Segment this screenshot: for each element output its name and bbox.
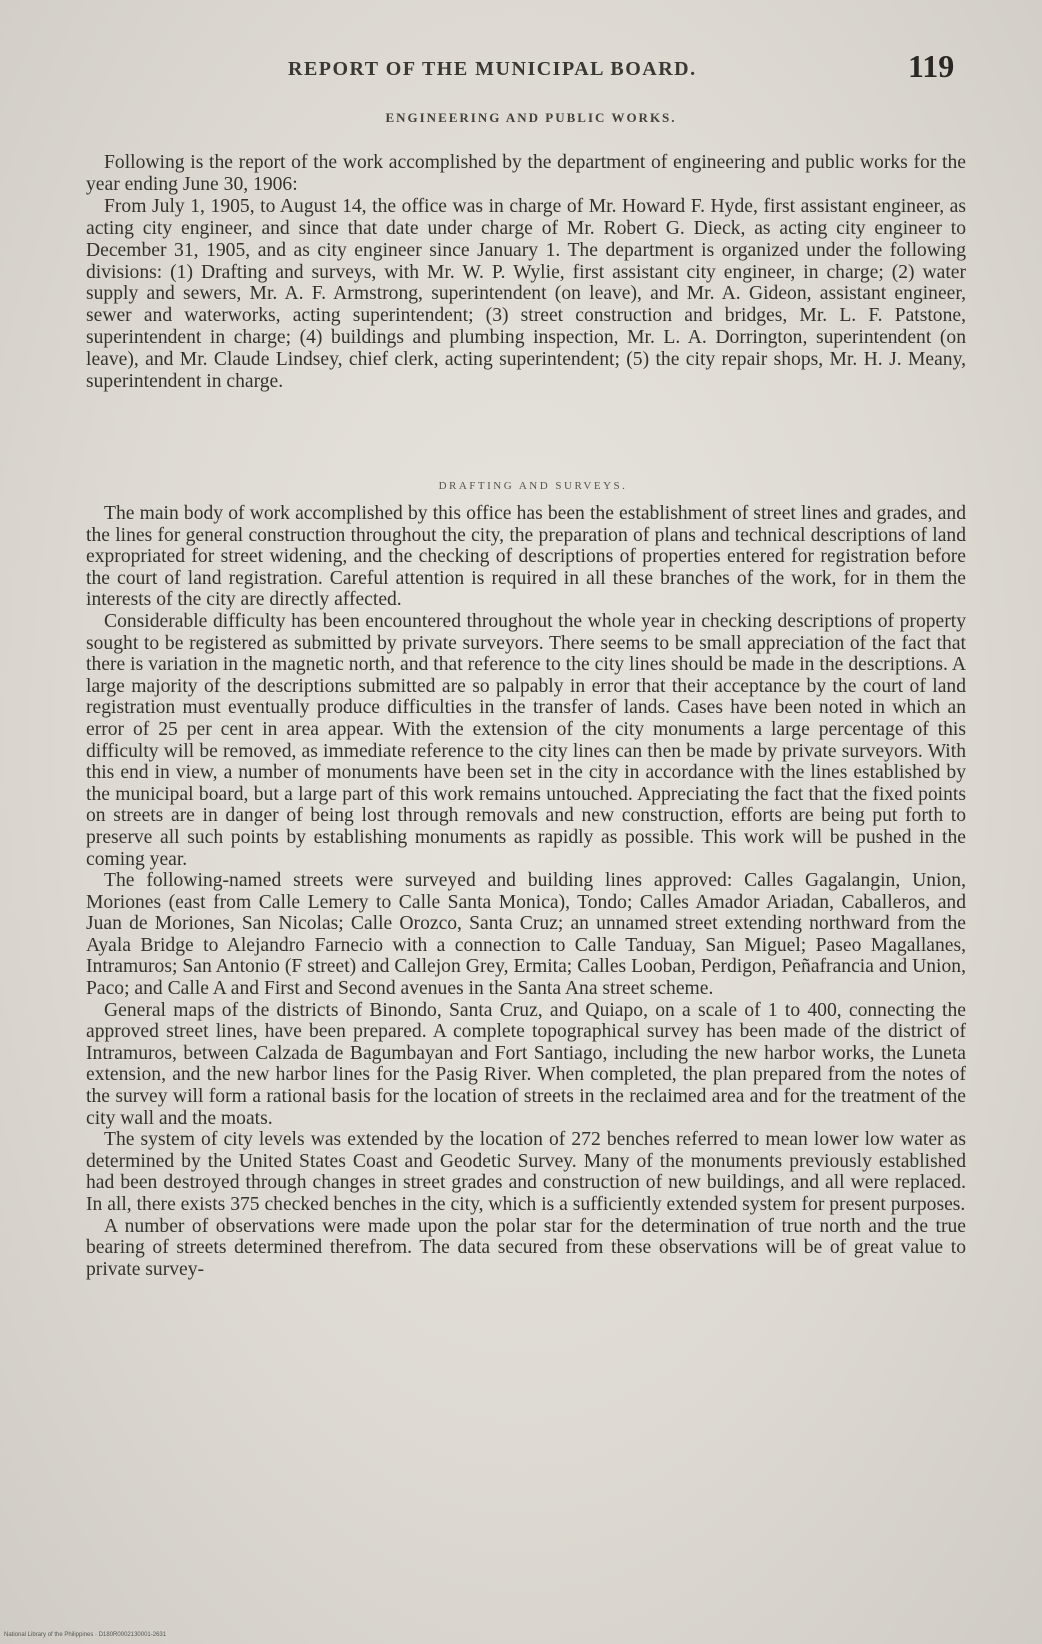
section-title: ENGINEERING AND PUBLIC WORKS. <box>385 110 677 125</box>
scan-footer: National Library of the Philippines · D180R0002130001-2631 <box>4 1632 167 1638</box>
intro-paragraph: From July 1, 1905, to August 14, the office was in charge of Mr. Howard F. Hyde, first assistant engineer, as acting city engineer, and since that date under charge of Mr. Robert G. Dieck, as acting city engineer to December 31, 1905, and as city engineer since January 1. The department is organized under the following divisions: (1) Drafting and surveys, with Mr. W. P. Wylie, first assistant city engineer, in charge; (2) water supply and sewers, Mr. A. F. Armstrong, superintendent (on leave), and Mr. A. Gideon, assistant engineer, sewer and waterworks, acting superintendent; (3) street construction and bridges, Mr. L. F. Patstone, superintendent in charge; (4) buildings and plumbing inspection, Mr. L. A. Dorrington, superintendent (on leave), and Mr. Claude Lindsey, chief clerk, acting superintendent; (5) the city repair shops, Mr. H. J. Meany, superintendent in charge. <box>86 195 966 393</box>
body-paragraph: A number of observations were made upon the polar star for the determination of true north and the true bearing of streets determined therefrom. The data secured from these observations will be of great value to private survey- <box>86 1215 966 1280</box>
body-paragraph: The system of city levels was extended by the location of 272 benches referred to mean lower low water as determined by the United States Coast and Geodetic Survey. Many of the monuments previously established had been destroyed through changes in street grades and construction of new buildings, and all were replaced. In all, there exists 375 checked benches in the city, which is a sufficiently extended system for present purposes. <box>86 1129 966 1215</box>
subsection-title: DRAFTING AND SURVEYS. <box>438 480 628 492</box>
body-paragraph: Considerable difficulty has been encountered throughout the whole year in checking descriptions of property sought to be registered as submitted by private surveyors. There seems to be small appreciation of the fact that there is variation in the magnetic north, and that reference to the city lines should be made in the descriptions. A large majority of the descriptions submitted are so palpably in error that their acceptance by the court of land registration must eventually produce difficulties in the transfer of lands. Cases have been noted in which an error of 25 per cent in area appear. With the extension of the city monuments a large percentage of this difficulty will be removed, as immediate reference to the city lines can then be made by private surveyors. With this end in view, a number of monuments have been set in the city in accordance with the lines established by the municipal board, but a large part of this work remains untouched. Appreciating the fact that the fixed points on streets are in danger of being lost through removals and new construction, efforts are being put forth to preserve all such points by establishing monuments as rapidly as possible. This work will be pushed in the coming year. <box>86 610 966 870</box>
body-paragraph: The following-named streets were surveyed and building lines approved: Calles Gagalangin, Union, Moriones (east from Calle Lemery to Calle Santa Monica), Tondo; Calles Amador Ariadan, Caballeros, and Juan de Moriones, San Nicolas; Calle Orozco, Santa Cruz; an unnamed street extending northward from the Ayala Bridge to Alejandro Farnecio with a connection to Calle Tanduay, San Miguel; Paseo Magallanes, Intramuros; San Antonio (F street) and Callejon Grey, Ermita; Calles Looban, Perdigon, Peñafrancia and Union, Paco; and Calle A and First and Second avenues in the Santa Ana street scheme. <box>86 870 966 1000</box>
intro-paragraph: Following is the report of the work accomplished by the department of engineering and public works for the year ending June 30, 1906: <box>86 152 966 195</box>
body-paragraph: The main body of work accomplished by this office has been the establishment of street lines and grades, and the lines for general construction throughout the city, the preparation of plans and technical descriptions of land expropriated for street widening, and the checking of descriptions of properties entered for registration before the court of land registration. Careful attention is required in all these branches of the work, for in them the interests of the city are directly affected. <box>86 503 966 611</box>
drafting-surveys-block <box>86 503 966 1280</box>
page-number: 119 <box>908 48 955 84</box>
intro-block <box>86 152 966 393</box>
body-paragraph: General maps of the districts of Binondo, Santa Cruz, and Quiapo, on a scale of 1 to 400, connecting the approved street lines, have been prepared. A complete topographical survey has been made of the district of Intramuros, between Calzada de Bagumbayan and Fort Santiago, including the new harbor works, the Luneta extension, and the new harbor lines for the Pasig River. When completed, the plan prepared from the notes of the survey will form a rational basis for the location of streets in the reclaimed area and for the treatment of the city wall and the moats. <box>86 999 966 1129</box>
running-head: REPORT OF THE MUNICIPAL BOARD. <box>288 58 697 80</box>
